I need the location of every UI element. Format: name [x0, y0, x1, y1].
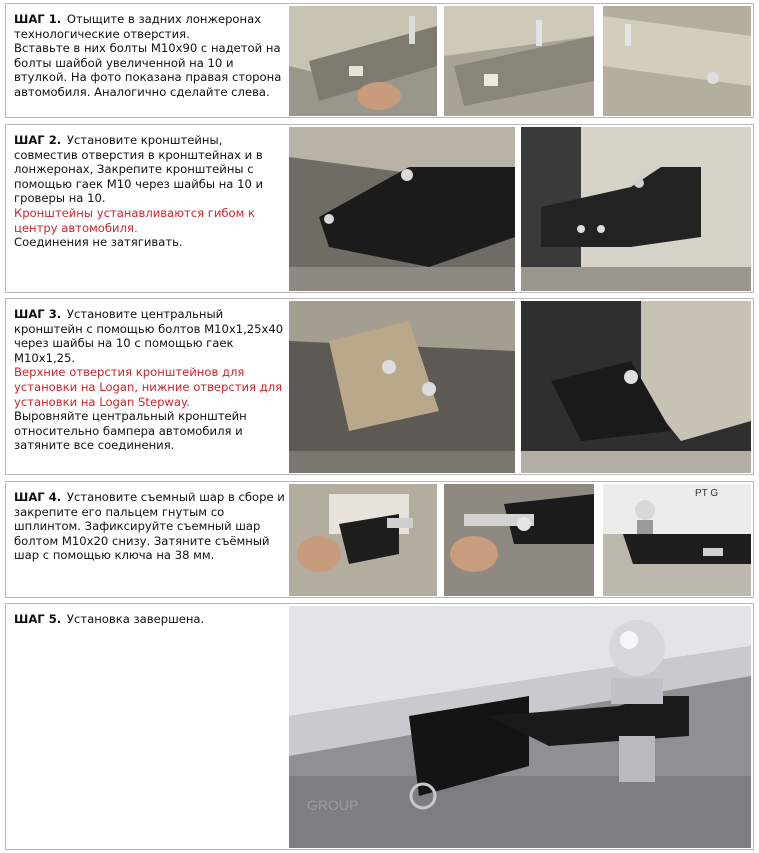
- step-3-warning: Верхние отверстия кронштейнов для установки на Logan, нижние отверстия для установки на Logan Stepway.: [14, 365, 283, 409]
- step-1-text: [14, 12, 288, 100]
- license-plate-text: PT G: [695, 488, 719, 499]
- step-5-line-1: Установка завершена.: [66, 612, 205, 626]
- step-1-line-1: Отыщите в задних лонжеронах технологические отверстия.: [14, 12, 262, 41]
- step-1-line-2: Вставьте в них болты М10х90 с надетой на болты шайбой увеличенной на 10 и втулкой. На фото показана правая сторона автомобиля. Аналогично сделайте слева.: [14, 41, 282, 99]
- step-2-label: ШАГ 2.: [14, 133, 62, 147]
- step-4-photo-3: [603, 484, 751, 596]
- step-2-tail: Соединения не затягивать.: [14, 235, 183, 250]
- step-4-photo-2: [444, 484, 594, 596]
- step-3-tail: Выровняйте центральный кронштейн относительно бампера автомобиля и затяните все соединения.: [14, 409, 247, 453]
- step-3-label: ШАГ 3.: [14, 307, 62, 321]
- step-4: [5, 481, 754, 598]
- step-1-photo-1: [289, 6, 437, 116]
- step-5: [5, 603, 754, 850]
- step-1-photo-2: [444, 6, 594, 116]
- step-1-photo-3: [603, 6, 751, 116]
- step-3-photo-1: [289, 301, 515, 473]
- step-1: [5, 3, 754, 118]
- watermark-text: GROUP: [307, 797, 359, 813]
- step-2-photo-1: [289, 127, 515, 291]
- step-4-text: [14, 490, 288, 563]
- step-5-text: [14, 612, 288, 627]
- step-3-line-1: Установите центральный кронштейн с помощью болтов М10х1,25х40 через шайбы на 10 с помощью гаек М10х1,25.: [14, 307, 284, 365]
- step-2-photo-2: [521, 127, 751, 291]
- step-3: [5, 298, 754, 475]
- step-1-label: ШАГ 1.: [14, 12, 62, 26]
- step-2-line-1: Установите кронштейны, совместив отверстия в кронштейнах и в лонжеронах, Закрепите кронштейны с помощью гаек М10 через шайбы на 10 и гроверы на 10.: [14, 133, 264, 206]
- step-4-line-1: Установите съемный шар в сборе и закрепите его пальцем гнутым со шплинтом. Зафиксируйте съемный шар болтом М10х20 снизу. Затяните съёмный шар с помощью ключа на 38 мм.: [14, 490, 285, 563]
- step-4-photo-1: [289, 484, 437, 596]
- step-5-label: ШАГ 5.: [14, 612, 62, 626]
- step-3-photo-2: [521, 301, 751, 473]
- step-3-text: [14, 307, 288, 453]
- step-2: [5, 124, 754, 293]
- step-2-warning: Кронштейны устанавливаются гибом к центру автомобиля.: [14, 205, 256, 235]
- step-4-label: ШАГ 4.: [14, 490, 62, 504]
- step-5-photo: [289, 606, 751, 848]
- step-2-text: [14, 133, 288, 250]
